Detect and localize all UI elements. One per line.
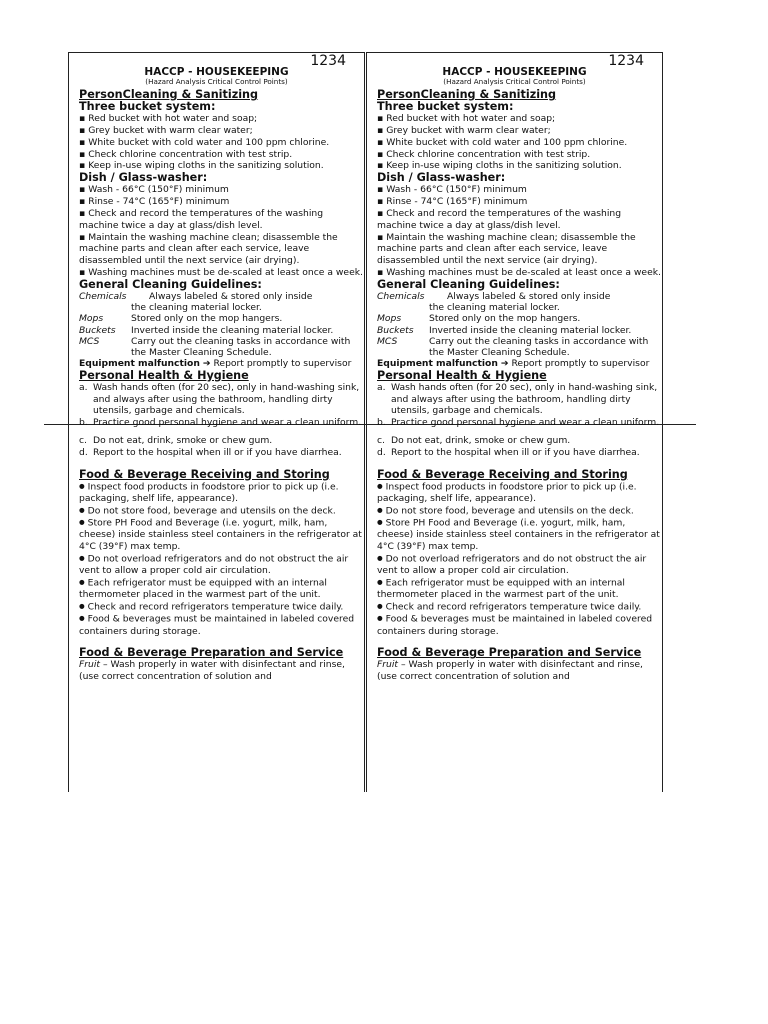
list-item: ● Food & beverages must be maintained in labeled covered containers during storage. <box>79 613 364 637</box>
list-item: ▪ Maintain the washing machine clean; disassemble the machine parts and clean after each service, leave disassembled until the next service (air drying). <box>377 232 662 267</box>
list-item: ● Do not store food, beverage and utensils on the deck. <box>377 505 662 517</box>
preparation-heading: Food & Beverage Preparation and Service <box>79 646 344 660</box>
cleaning-terms <box>377 291 662 358</box>
three-bucket-heading: Three bucket system: <box>377 100 514 113</box>
term-label: Mops <box>377 313 402 325</box>
list-item: ▪ Red bucket with hot water and soap; <box>79 113 364 125</box>
card-number: 1234 <box>608 53 644 69</box>
fruit-instruction <box>377 659 662 683</box>
list-item: ▪ Grey bucket with warm clear water; <box>79 125 364 137</box>
term-text: Carry out the cleaning tasks in accordance with the Master Cleaning Schedule. <box>429 335 649 358</box>
list-item: ▪ Washing machines must be de-scaled at least once a week. <box>377 267 662 279</box>
list-marker: d. <box>79 446 88 458</box>
term-label: Buckets <box>377 324 414 336</box>
list-item: ● Inspect food products in foodstore prior to pick up (i.e. packaging, shelf life, appearance). <box>377 481 662 505</box>
term-chemicals <box>377 291 662 313</box>
fruit-text: – Wash properly in water with disinfectant and rinse, (use correct concentration of solution and <box>79 659 345 683</box>
list-item <box>377 382 662 417</box>
card-subtitle: (Hazard Analysis Critical Control Points) <box>145 77 288 86</box>
list-text: Practice good personal hygiene and wear a clean uniform. <box>93 417 362 429</box>
list-marker: c. <box>79 434 87 446</box>
dish-washer-list <box>79 184 364 278</box>
section-cleaning-heading: PersonCleaning & Sanitizing <box>79 88 259 101</box>
list-item: ▪ Wash - 66°C (150°F) minimum <box>377 184 662 196</box>
term-label: MCS <box>377 335 398 347</box>
card-title: HACCP - HOUSEKEEPING <box>442 66 587 78</box>
term-text: Inverted inside the cleaning material locker. <box>429 324 632 336</box>
equipment-label: Equipment malfunction <box>79 358 200 370</box>
term-chemicals <box>79 291 364 313</box>
general-cleaning-heading: General Cleaning Guidelines: <box>377 277 560 291</box>
term-text: Inverted inside the cleaning material locker. <box>131 324 334 336</box>
haccp-card-left <box>68 52 365 792</box>
term-label: Chemicals <box>377 290 425 302</box>
term-mcs <box>377 336 662 358</box>
list-item <box>79 435 364 447</box>
term-mcs <box>79 336 364 358</box>
list-item: ▪ Red bucket with hot water and soap; <box>377 113 662 125</box>
list-marker: a. <box>377 381 386 393</box>
list-text: Report to the hospital when ill or if you have diarrhea. <box>391 446 640 458</box>
fruit-label: Fruit <box>377 659 399 671</box>
list-item: ● Each refrigerator must be equipped with an internal thermometer placed in the warmest part of the unit. <box>79 577 364 601</box>
list-item: ▪ Wash - 66°C (150°F) minimum <box>79 184 364 196</box>
health-heading: Personal Health & Hygiene <box>79 368 249 382</box>
list-item: ▪ Rinse - 74°C (165°F) minimum <box>377 196 662 208</box>
list-item: ● Do not store food, beverage and utensils on the deck. <box>79 505 364 517</box>
fruit-text: – Wash properly in water with disinfectant and rinse, (use correct concentration of solution and <box>377 659 643 683</box>
equipment-text: Report promptly to supervisor <box>511 358 650 370</box>
term-text: Always labeled & stored only inside <box>447 290 611 302</box>
three-bucket-heading: Three bucket system: <box>79 100 216 113</box>
term-mops <box>377 313 662 324</box>
list-item <box>79 417 364 429</box>
term-text: Stored only on the mop hangers. <box>429 313 581 325</box>
list-item: ▪ Grey bucket with warm clear water; <box>377 125 662 137</box>
three-bucket-list <box>79 113 364 172</box>
list-item: ▪ Maintain the washing machine clean; disassemble the machine parts and clean after each service, leave disassembled until the next service (air drying). <box>79 232 364 267</box>
receiving-heading: Food & Beverage Receiving and Storing <box>377 467 628 481</box>
term-buckets <box>79 325 364 336</box>
list-text: Practice good personal hygiene and wear a clean uniform. <box>391 417 660 429</box>
term-text: the cleaning material locker. <box>429 302 560 314</box>
list-item: ● Store PH Food and Beverage (i.e. yogurt, milk, ham, cheese) inside stainless steel containers in the refrigerator at 4°C (39°F) max temp. <box>79 517 364 553</box>
list-item: ● Each refrigerator must be equipped with an internal thermometer placed in the warmest part of the unit. <box>377 577 662 601</box>
list-marker: d. <box>377 446 386 458</box>
list-item: ▪ Check and record the temperatures of the washing machine twice a day at glass/dish level. <box>377 208 662 232</box>
equipment-text: Report promptly to supervisor <box>213 358 352 370</box>
dish-washer-list <box>377 184 662 278</box>
list-item: ● Do not overload refrigerators and do not obstruct the air vent to allow a proper cold air circulation. <box>377 553 662 577</box>
fruit-instruction <box>79 659 364 683</box>
equipment-label: Equipment malfunction <box>377 358 498 370</box>
list-item: ▪ Check chlorine concentration with test strip. <box>377 149 662 161</box>
dish-washer-heading: Dish / Glass-washer: <box>377 171 506 185</box>
list-text: Do not eat, drink, smoke or chew gum. <box>93 434 273 446</box>
card-title: HACCP - HOUSEKEEPING <box>144 66 289 78</box>
list-item: ● Check and record refrigerators temperature twice daily. <box>377 601 662 613</box>
term-mops <box>79 313 364 324</box>
list-item: ▪ Washing machines must be de-scaled at least once a week. <box>79 267 364 279</box>
cleaning-terms <box>79 291 364 358</box>
receiving-list <box>377 481 662 638</box>
list-item: ● Inspect food products in foodstore prior to pick up (i.e. packaging, shelf life, appearance). <box>79 481 364 505</box>
list-text: Wash hands often (for 20 sec), only in hand-washing sink, and always after using the bathroom, handling dirty utensils, garbage and chemicals. <box>93 381 360 417</box>
list-item: ▪ Rinse - 74°C (165°F) minimum <box>79 196 364 208</box>
fruit-label: Fruit <box>79 659 101 671</box>
list-item: ▪ Keep in-use wiping cloths in the sanitizing solution. <box>79 160 364 172</box>
list-marker: b. <box>79 417 88 429</box>
dish-washer-heading: Dish / Glass-washer: <box>79 171 208 185</box>
list-item <box>377 417 662 429</box>
card-number: 1234 <box>310 53 346 69</box>
list-item <box>377 435 662 447</box>
list-marker: a. <box>79 381 88 393</box>
arrow-right-icon: ➔ <box>202 358 211 370</box>
list-item: ▪ White bucket with cold water and 100 ppm chlorine. <box>79 137 364 149</box>
list-item: ▪ Check chlorine concentration with test strip. <box>79 149 364 161</box>
list-text: Report to the hospital when ill or if you have diarrhea. <box>93 446 342 458</box>
list-item <box>79 382 364 417</box>
receiving-heading: Food & Beverage Receiving and Storing <box>79 467 330 481</box>
term-label: Mops <box>79 313 104 325</box>
list-item: ● Do not overload refrigerators and do not obstruct the air vent to allow a proper cold air circulation. <box>79 553 364 577</box>
health-heading: Personal Health & Hygiene <box>377 368 547 382</box>
list-item <box>79 447 364 459</box>
card-subtitle: (Hazard Analysis Critical Control Points) <box>443 77 586 86</box>
three-bucket-list <box>377 113 662 172</box>
term-text: the cleaning material locker. <box>131 302 262 314</box>
list-item: ▪ Keep in-use wiping cloths in the sanitizing solution. <box>377 160 662 172</box>
list-text: Wash hands often (for 20 sec), only in hand-washing sink, and always after using the bathroom, handling dirty utensils, garbage and chemicals. <box>391 381 658 417</box>
term-buckets <box>377 325 662 336</box>
section-cleaning-heading: PersonCleaning & Sanitizing <box>377 88 557 101</box>
term-text: Always labeled & stored only inside <box>149 290 313 302</box>
term-label: MCS <box>79 335 100 347</box>
list-marker: c. <box>377 434 385 446</box>
list-text: Do not eat, drink, smoke or chew gum. <box>391 434 571 446</box>
preparation-heading: Food & Beverage Preparation and Service <box>377 646 642 660</box>
list-item <box>377 447 662 459</box>
term-text: Carry out the cleaning tasks in accordance with the Master Cleaning Schedule. <box>131 335 351 358</box>
receiving-list <box>79 481 364 638</box>
health-list <box>377 382 662 459</box>
list-item: ● Check and record refrigerators temperature twice daily. <box>79 601 364 613</box>
term-label: Buckets <box>79 324 116 336</box>
health-list <box>79 382 364 459</box>
term-text: Stored only on the mop hangers. <box>131 313 283 325</box>
general-cleaning-heading: General Cleaning Guidelines: <box>79 277 262 291</box>
haccp-card-right <box>366 52 663 792</box>
list-item: ▪ White bucket with cold water and 100 ppm chlorine. <box>377 137 662 149</box>
term-label: Chemicals <box>79 290 127 302</box>
list-item: ● Store PH Food and Beverage (i.e. yogurt, milk, ham, cheese) inside stainless steel containers in the refrigerator at 4°C (39°F) max temp. <box>377 517 662 553</box>
list-item: ▪ Check and record the temperatures of the washing machine twice a day at glass/dish level. <box>79 208 364 232</box>
list-item: ● Food & beverages must be maintained in labeled covered containers during storage. <box>377 613 662 637</box>
arrow-right-icon: ➔ <box>500 358 509 370</box>
list-marker: b. <box>377 417 386 429</box>
